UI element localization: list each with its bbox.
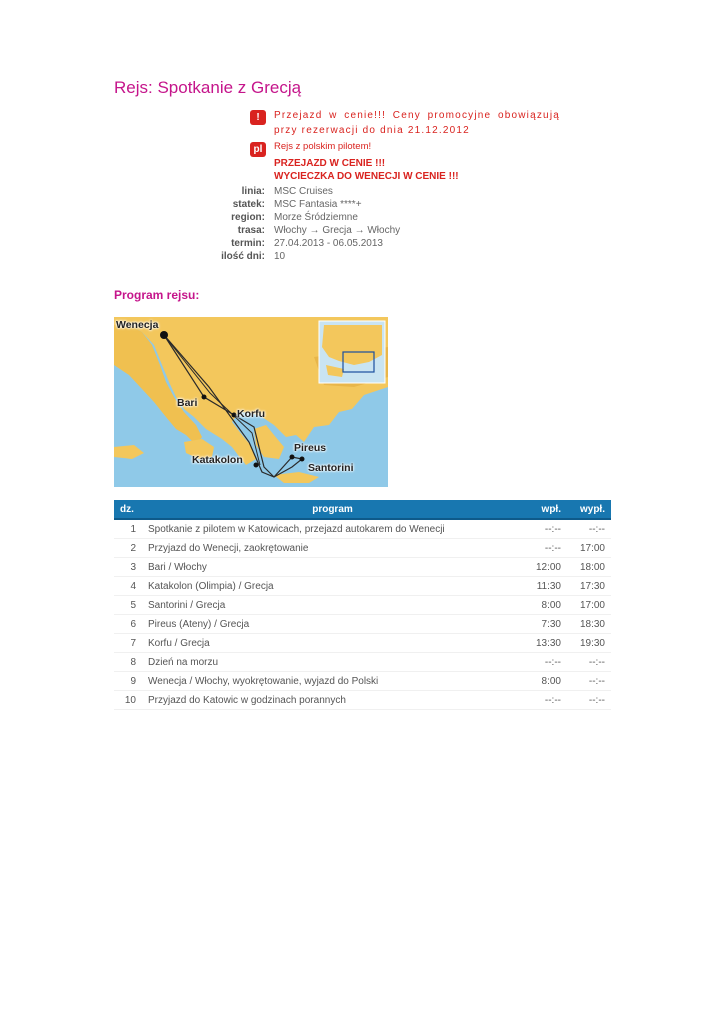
table-row — [114, 558, 611, 577]
cell-day: 7 — [114, 634, 142, 653]
cell-program: Przyjazd do Katowic w godzinach porannych — [142, 691, 523, 710]
promo-highlight-transfer: PRZEJAZD W CENIE !!! — [274, 158, 386, 169]
cell-day: 6 — [114, 615, 142, 634]
info-value: Włochy → Grecja → Włochy — [274, 225, 401, 236]
table-row — [114, 653, 611, 672]
table-row — [114, 519, 611, 539]
table-row — [114, 672, 611, 691]
cell-departure: --:-- — [567, 519, 611, 539]
cell-departure: --:-- — [567, 653, 611, 672]
cell-arrival: 11:30 — [523, 577, 567, 596]
info-key: termin: — [231, 238, 265, 249]
cell-day: 5 — [114, 596, 142, 615]
cell-arrival: 8:00 — [523, 596, 567, 615]
cell-day: 8 — [114, 653, 142, 672]
promo-row-pilot — [250, 140, 560, 157]
cell-day: 3 — [114, 558, 142, 577]
promo-row-price — [250, 108, 560, 138]
cruise-info — [190, 185, 400, 263]
column-header-day: dz. — [114, 500, 142, 519]
cell-program: Przyjazd do Wenecji, zaokrętowanie — [142, 539, 523, 558]
cell-program: Wenecja / Włochy, wyokrętowanie, wyjazd do Polski — [142, 672, 523, 691]
cell-departure: --:-- — [567, 691, 611, 710]
cell-arrival: --:-- — [523, 539, 567, 558]
info-key: linia: — [241, 186, 265, 197]
cell-departure: 18:00 — [567, 558, 611, 577]
table-row — [114, 634, 611, 653]
info-value: MSC Cruises — [274, 186, 333, 197]
cell-day: 1 — [114, 519, 142, 539]
cell-day: 2 — [114, 539, 142, 558]
cell-departure: --:-- — [567, 672, 611, 691]
cell-arrival: --:-- — [523, 653, 567, 672]
info-row-dates — [190, 237, 400, 250]
promo-price-text: Przejazd w cenie!!! Ceny promocyjne obowiązują przy rezerwacji do dnia 21.12.2012 — [274, 110, 560, 136]
cell-departure: 18:30 — [567, 615, 611, 634]
cell-arrival: --:-- — [523, 519, 567, 539]
cell-arrival: --:-- — [523, 691, 567, 710]
cell-departure: 17:00 — [567, 596, 611, 615]
route-map — [114, 317, 388, 487]
page-title: Rejs: Spotkanie z Grecją — [114, 78, 302, 97]
cell-departure: 17:30 — [567, 577, 611, 596]
table-row — [114, 596, 611, 615]
cell-arrival: 12:00 — [523, 558, 567, 577]
info-key: statek: — [232, 199, 265, 210]
cell-program: Bari / Włochy — [142, 558, 523, 577]
column-header-departure: wypł. — [567, 500, 611, 519]
cell-program: Korfu / Grecja — [142, 634, 523, 653]
cell-departure: 17:00 — [567, 539, 611, 558]
map-label-korfu: Korfu — [237, 408, 265, 420]
cell-program: Pireus (Ateny) / Grecja — [142, 615, 523, 634]
promo-box — [250, 108, 560, 159]
cell-arrival: 8:00 — [523, 672, 567, 691]
polish-flag-icon: pl — [250, 142, 266, 157]
cell-arrival: 13:30 — [523, 634, 567, 653]
program-table — [114, 500, 611, 710]
info-key: trasa: — [237, 225, 265, 236]
info-key: ilość dni: — [221, 251, 265, 262]
cell-departure: 19:30 — [567, 634, 611, 653]
alert-icon: ! — [250, 110, 266, 125]
cell-day: 10 — [114, 691, 142, 710]
promo-pilot-text: Rejs z polskim pilotem! — [274, 141, 372, 152]
table-row — [114, 539, 611, 558]
info-value: Morze Śródziemne — [274, 212, 358, 223]
cell-day: 9 — [114, 672, 142, 691]
cell-program: Dzień na morzu — [142, 653, 523, 672]
cell-arrival: 7:30 — [523, 615, 567, 634]
info-row-region — [190, 211, 400, 224]
map-label-pireus: Pireus — [294, 442, 327, 454]
promo-highlight-venice: WYCIECZKA DO WENECJI W CENIE !!! — [274, 171, 459, 182]
cell-program: Katakolon (Olimpia) / Grecja — [142, 577, 523, 596]
column-header-arrival: wpł. — [523, 500, 567, 519]
table-row — [114, 691, 611, 710]
map-label-wenecja: Wenecja — [116, 319, 159, 331]
table-header-row — [114, 500, 611, 519]
info-value: 10 — [274, 251, 286, 262]
info-row-route — [190, 224, 400, 237]
table-row — [114, 615, 611, 634]
cell-program: Santorini / Grecja — [142, 596, 523, 615]
map-label-katakolon: Katakolon — [192, 454, 243, 466]
info-row-days — [190, 250, 400, 263]
section-title-program: Program rejsu: — [114, 288, 200, 302]
table-row — [114, 577, 611, 596]
map-label-santorini: Santorini — [308, 462, 354, 474]
column-header-program: program — [142, 500, 523, 519]
info-row-ship — [190, 198, 400, 211]
info-value: 27.04.2013 - 06.05.2013 — [274, 238, 383, 249]
info-value: MSC Fantasia ****+ — [274, 199, 362, 210]
promo-highlights — [274, 157, 459, 183]
info-row-line — [190, 185, 400, 198]
cell-program: Spotkanie z pilotem w Katowicach, przejazd autokarem do Wenecji — [142, 519, 523, 539]
map-label-bari: Bari — [177, 397, 198, 409]
cell-day: 4 — [114, 577, 142, 596]
info-key: region: — [231, 212, 265, 223]
